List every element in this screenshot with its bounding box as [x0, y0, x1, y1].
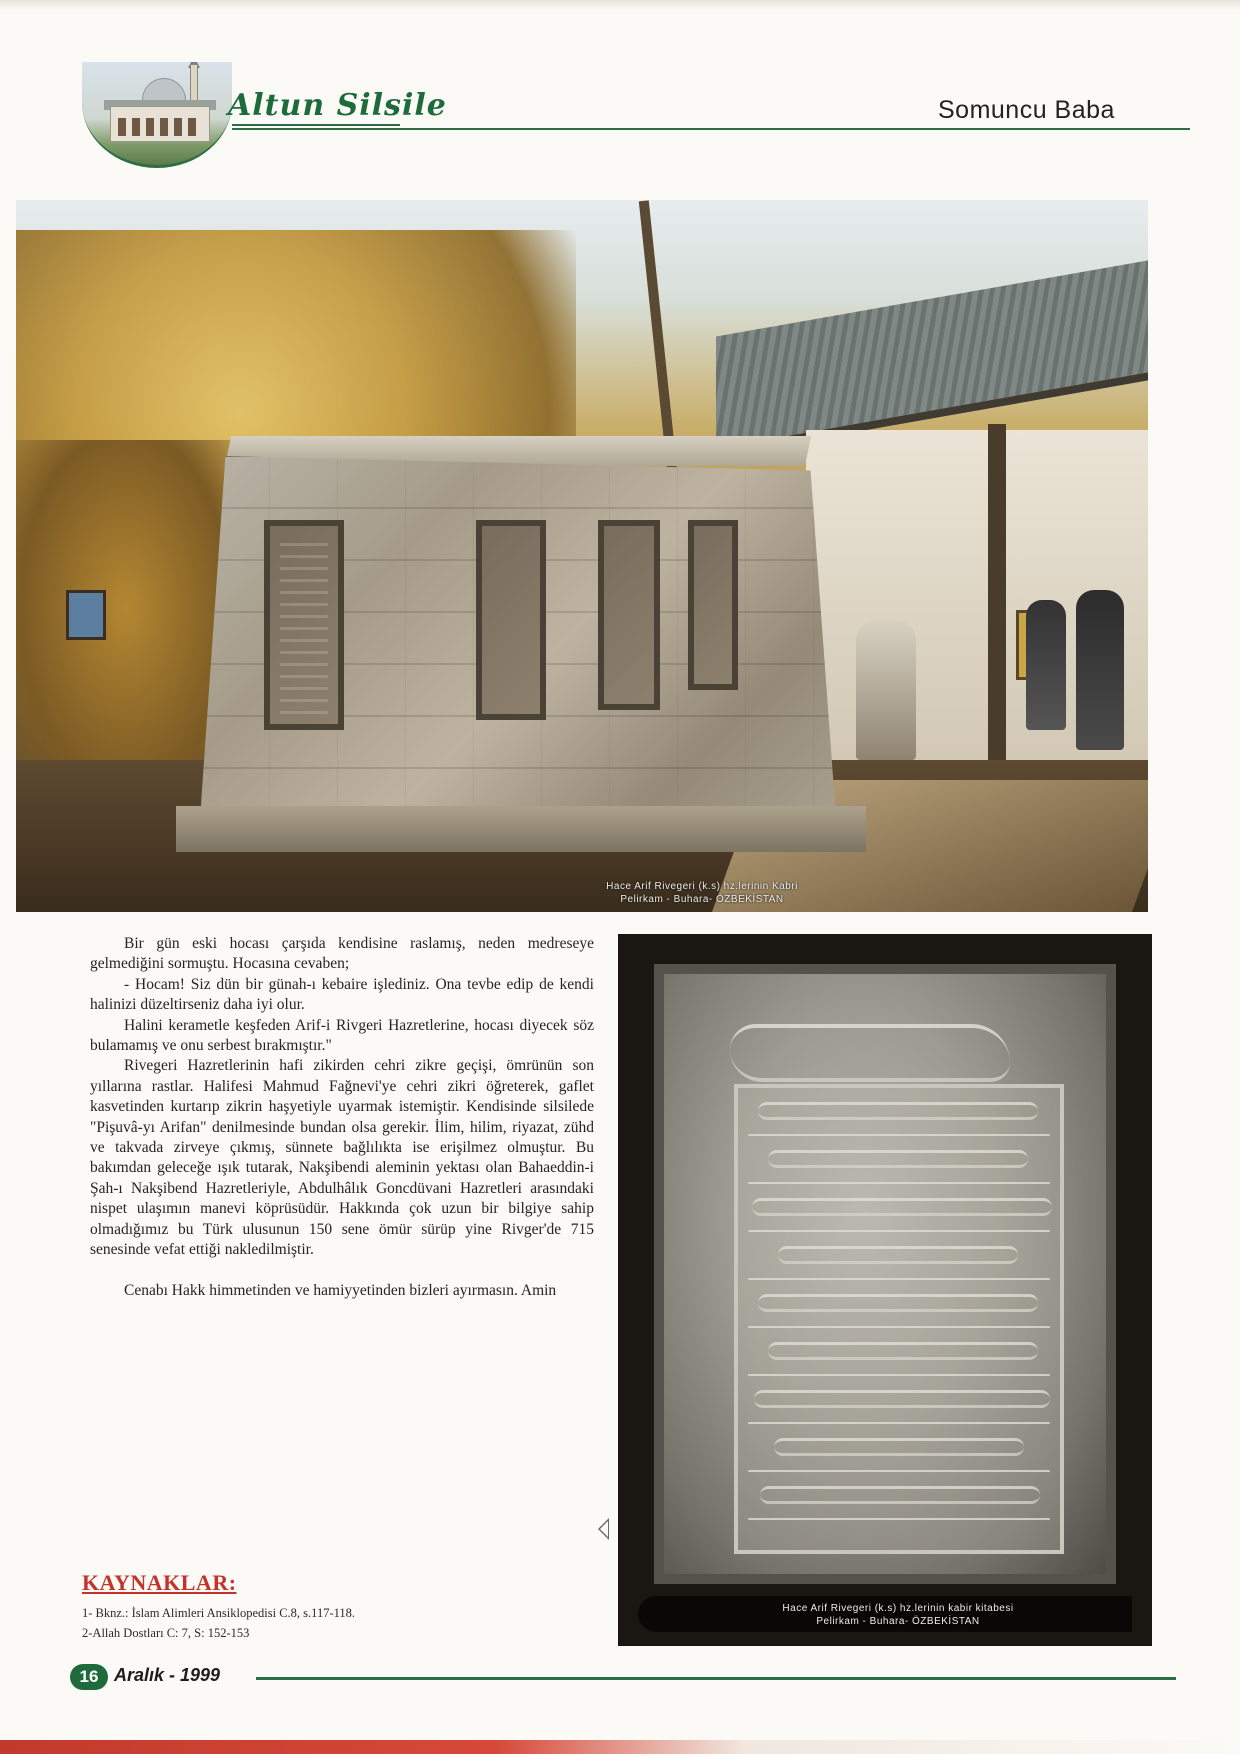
header-divider-line — [232, 128, 1190, 130]
paragraph: - Hocam! Siz dün bir günah-ı kebaire işlediniz. Ona tevbe edip de kendi halinizi düzeltirseniz daha iyi olur. — [90, 975, 594, 1014]
page-edge-bottom — [0, 1740, 1240, 1754]
caption-line: Hace Arif Rivegeri (k.s) hz.lerinin Kabri — [606, 881, 798, 892]
mosque-icon — [82, 62, 232, 168]
sources-heading: KAYNAKLAR: — [82, 1570, 237, 1595]
caption-line: Pelirkam - Buhara- ÖZBEKİSTAN — [620, 894, 784, 905]
series-title: Altun Silsile — [228, 88, 447, 123]
page-header — [0, 0, 1240, 170]
source-item: 2-Allah Dostları C: 7, S: 152-153 — [82, 1626, 250, 1640]
article-body — [90, 934, 594, 1301]
arrow-left-icon — [598, 1518, 609, 1540]
photo-caption — [688, 1602, 1108, 1628]
paragraph: Rivegeri Hazretlerinin hafi zikirden cehri zikre geçişi, ömrünün son yıllarına rastlar. Halifesi Mahmud Fağnevi'ye cehri zikri öğreterek, gaflet kasvetinden kurtarıp zikrin haşyetiyle uyarmak istemiştir. Kendisinde silsilede "Pişuvâ-yı Arifan" denilmesinde bundan olsa gerekir. İlim, hilim, riyazat, zühd ve takvada zirveye çıkmış, sünnete bağlılıkta ise erişilmez olmuştur. Bu bakımdan geleceğe ışık tutarak, Nakşibendi aleminin yektası olan Bahaeddin-i Şah-ı Nakşibend Hazretleriyle, Abdulhâlık Goncdüvani Hazretleri arasındaki nispet ulaşımın manevi köprüsüdür. Hakkında çok uzun bir bilgiye sahip olmadığımız bu Türk ulusunun 150 sene ömür sürüp yine Rivger'de 715 senesinde vefat ettiği nakledilmiştir. — [90, 1057, 594, 1259]
paragraph: Cenabı Hakk himmetinden ve hamiyyetinden bizleri ayırmasın. Amin — [124, 1281, 557, 1299]
issue-date: Aralık - 1999 — [114, 1665, 221, 1685]
header-divider — [232, 124, 400, 126]
caption-line: Hace Arif Rivegeri (k.s) hz.lerinin kabir kitabesi — [782, 1603, 1014, 1614]
inscription-photo — [618, 934, 1152, 1646]
page-number: 16 — [70, 1664, 108, 1690]
paragraph: Bir gün eski hocası çarşıda kendisine raslamış, neden medreseye gelmediğini sormuştu. Hocasına cevaben; — [90, 935, 594, 973]
tomb-photo — [16, 200, 1148, 912]
magazine-title: Somuncu Baba — [938, 96, 1115, 124]
photo-caption — [502, 880, 902, 906]
caption-line: Pelirkam - Buhara- ÖZBEKİSTAN — [816, 1616, 980, 1627]
paragraph: Halini kerametle keşfeden Arif-i Rivgeri Hazretlerine, hocası diyecek söz bulamamış ve onu serbest bırakmıştır." — [90, 1016, 594, 1055]
source-item: 1- Bknz.: İslam Alimleri Ansiklopedisi C.8, s.117-118. — [82, 1606, 356, 1620]
footer-divider — [256, 1677, 1176, 1680]
